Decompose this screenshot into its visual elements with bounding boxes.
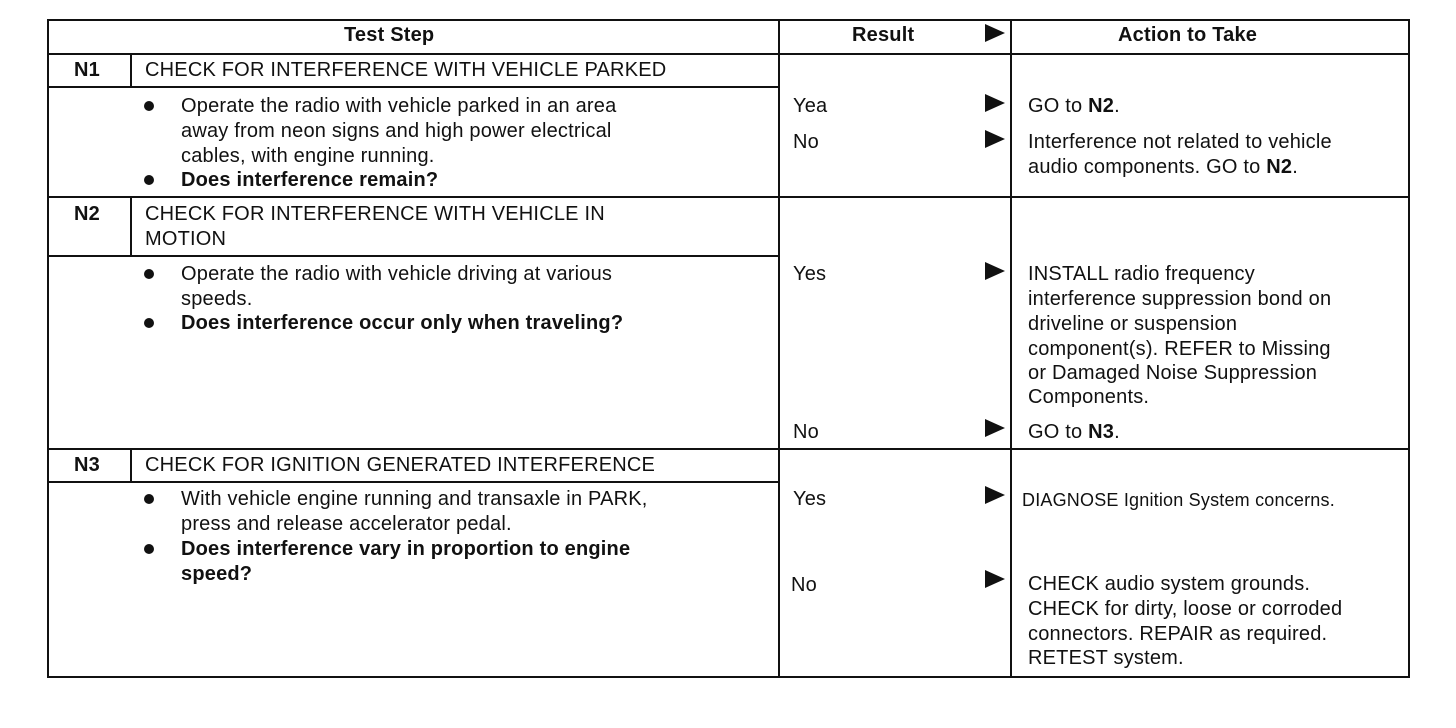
step-text-line: Operate the radio with vehicle driving at various (181, 263, 613, 285)
id-divider-n1 (130, 53, 132, 87)
bullet-icon (144, 175, 154, 185)
arrow-icon (985, 570, 1005, 588)
action-text: . (1114, 95, 1120, 117)
arrow-icon (985, 419, 1005, 437)
arrow-icon (985, 262, 1005, 280)
action-text: RETEST system. (1028, 647, 1184, 669)
table-border-right (1408, 19, 1410, 678)
step-id-n3: N3 (74, 454, 100, 476)
title-underline-n2 (47, 255, 780, 257)
result-yes-n3: Yes (793, 488, 827, 510)
action-step-ref: N2 (1266, 156, 1293, 178)
action-text: . (1292, 156, 1299, 178)
action-step-ref: N2 (1088, 95, 1115, 117)
column-divider-result (778, 19, 780, 678)
bullet-icon (144, 101, 154, 111)
table-border-top (47, 19, 1410, 21)
action-text: audio components. GO to (1028, 156, 1267, 178)
arrow-icon (985, 94, 1005, 112)
action-text: CHECK audio system grounds. (1028, 573, 1311, 595)
step-text-line: cables, with engine running. (181, 145, 435, 167)
title-underline-n3 (47, 481, 780, 483)
action-text: DIAGNOSE Ignition System concerns. (1022, 490, 1335, 510)
step-question: speed? (181, 563, 253, 585)
column-divider-action (1010, 19, 1012, 678)
action-n1-no-line2 (1028, 155, 1298, 180)
action-n2-no (1028, 420, 1120, 445)
action-text: INSTALL radio frequency (1028, 263, 1255, 285)
header-action: Action to Take (1118, 24, 1258, 46)
action-text: . (1114, 421, 1120, 443)
action-text: connectors. REPAIR as required. (1028, 623, 1328, 645)
title-underline-n1 (47, 86, 780, 88)
id-divider-n2 (130, 196, 132, 256)
step-text-line: away from neon signs and high power electrical (181, 120, 612, 142)
section-divider-n2-n3 (47, 448, 1410, 450)
step-id-n1: N1 (74, 59, 100, 81)
step-title-n1: CHECK FOR INTERFERENCE WITH VEHICLE PARKED (145, 59, 667, 81)
bullet-icon (144, 544, 154, 554)
action-text: CHECK for dirty, loose or corroded (1028, 598, 1343, 620)
bullet-icon (144, 494, 154, 504)
action-text: Interference not related to vehicle (1028, 131, 1332, 153)
action-text: or Damaged Noise Suppression (1028, 362, 1318, 384)
action-text: GO to (1028, 421, 1089, 443)
arrow-icon (985, 130, 1005, 148)
header-arrow-icon (985, 24, 1005, 42)
step-question: Does interference occur only when traveling? (181, 312, 624, 334)
result-no-n3: No (791, 574, 817, 596)
step-title-n2: CHECK FOR INTERFERENCE WITH VEHICLE IN (145, 203, 605, 225)
step-text-line: With vehicle engine running and transaxle in PARK, (181, 488, 648, 510)
bullet-icon (144, 269, 154, 279)
step-id-n2: N2 (74, 203, 100, 225)
bullet-icon (144, 318, 154, 328)
step-text-line: speeds. (181, 288, 253, 310)
step-text-line: press and release accelerator pedal. (181, 513, 512, 535)
result-no-n1: No (793, 131, 819, 153)
result-yes-n2: Yes (793, 263, 827, 285)
section-divider-n1-n2 (47, 196, 1410, 198)
header-test-step: Test Step (344, 24, 435, 46)
action-text: component(s). REFER to Missing (1028, 338, 1331, 360)
header-divider (47, 53, 1410, 55)
table-border-left (47, 19, 49, 678)
action-text: interference suppression bond on (1028, 288, 1332, 310)
result-no-n2: No (793, 421, 819, 443)
step-text-line: Operate the radio with vehicle parked in an area (181, 95, 617, 117)
step-title-n3: CHECK FOR IGNITION GENERATED INTERFERENCE (145, 454, 656, 476)
action-n1-yes (1028, 94, 1120, 119)
id-divider-n3 (130, 448, 132, 482)
step-question: Does interference remain? (181, 169, 439, 191)
arrow-icon (985, 486, 1005, 504)
step-question: Does interference vary in proportion to engine (181, 538, 631, 560)
header-result: Result (852, 24, 915, 46)
step-title-n2-line2: MOTION (145, 228, 227, 250)
action-step-ref: N3 (1088, 421, 1115, 443)
action-text: Components. (1028, 386, 1150, 408)
action-text: driveline or suspension (1028, 313, 1238, 335)
result-yes-n1: Yea (793, 95, 828, 117)
action-text: GO to (1028, 95, 1089, 117)
table-border-bottom (47, 676, 1410, 678)
